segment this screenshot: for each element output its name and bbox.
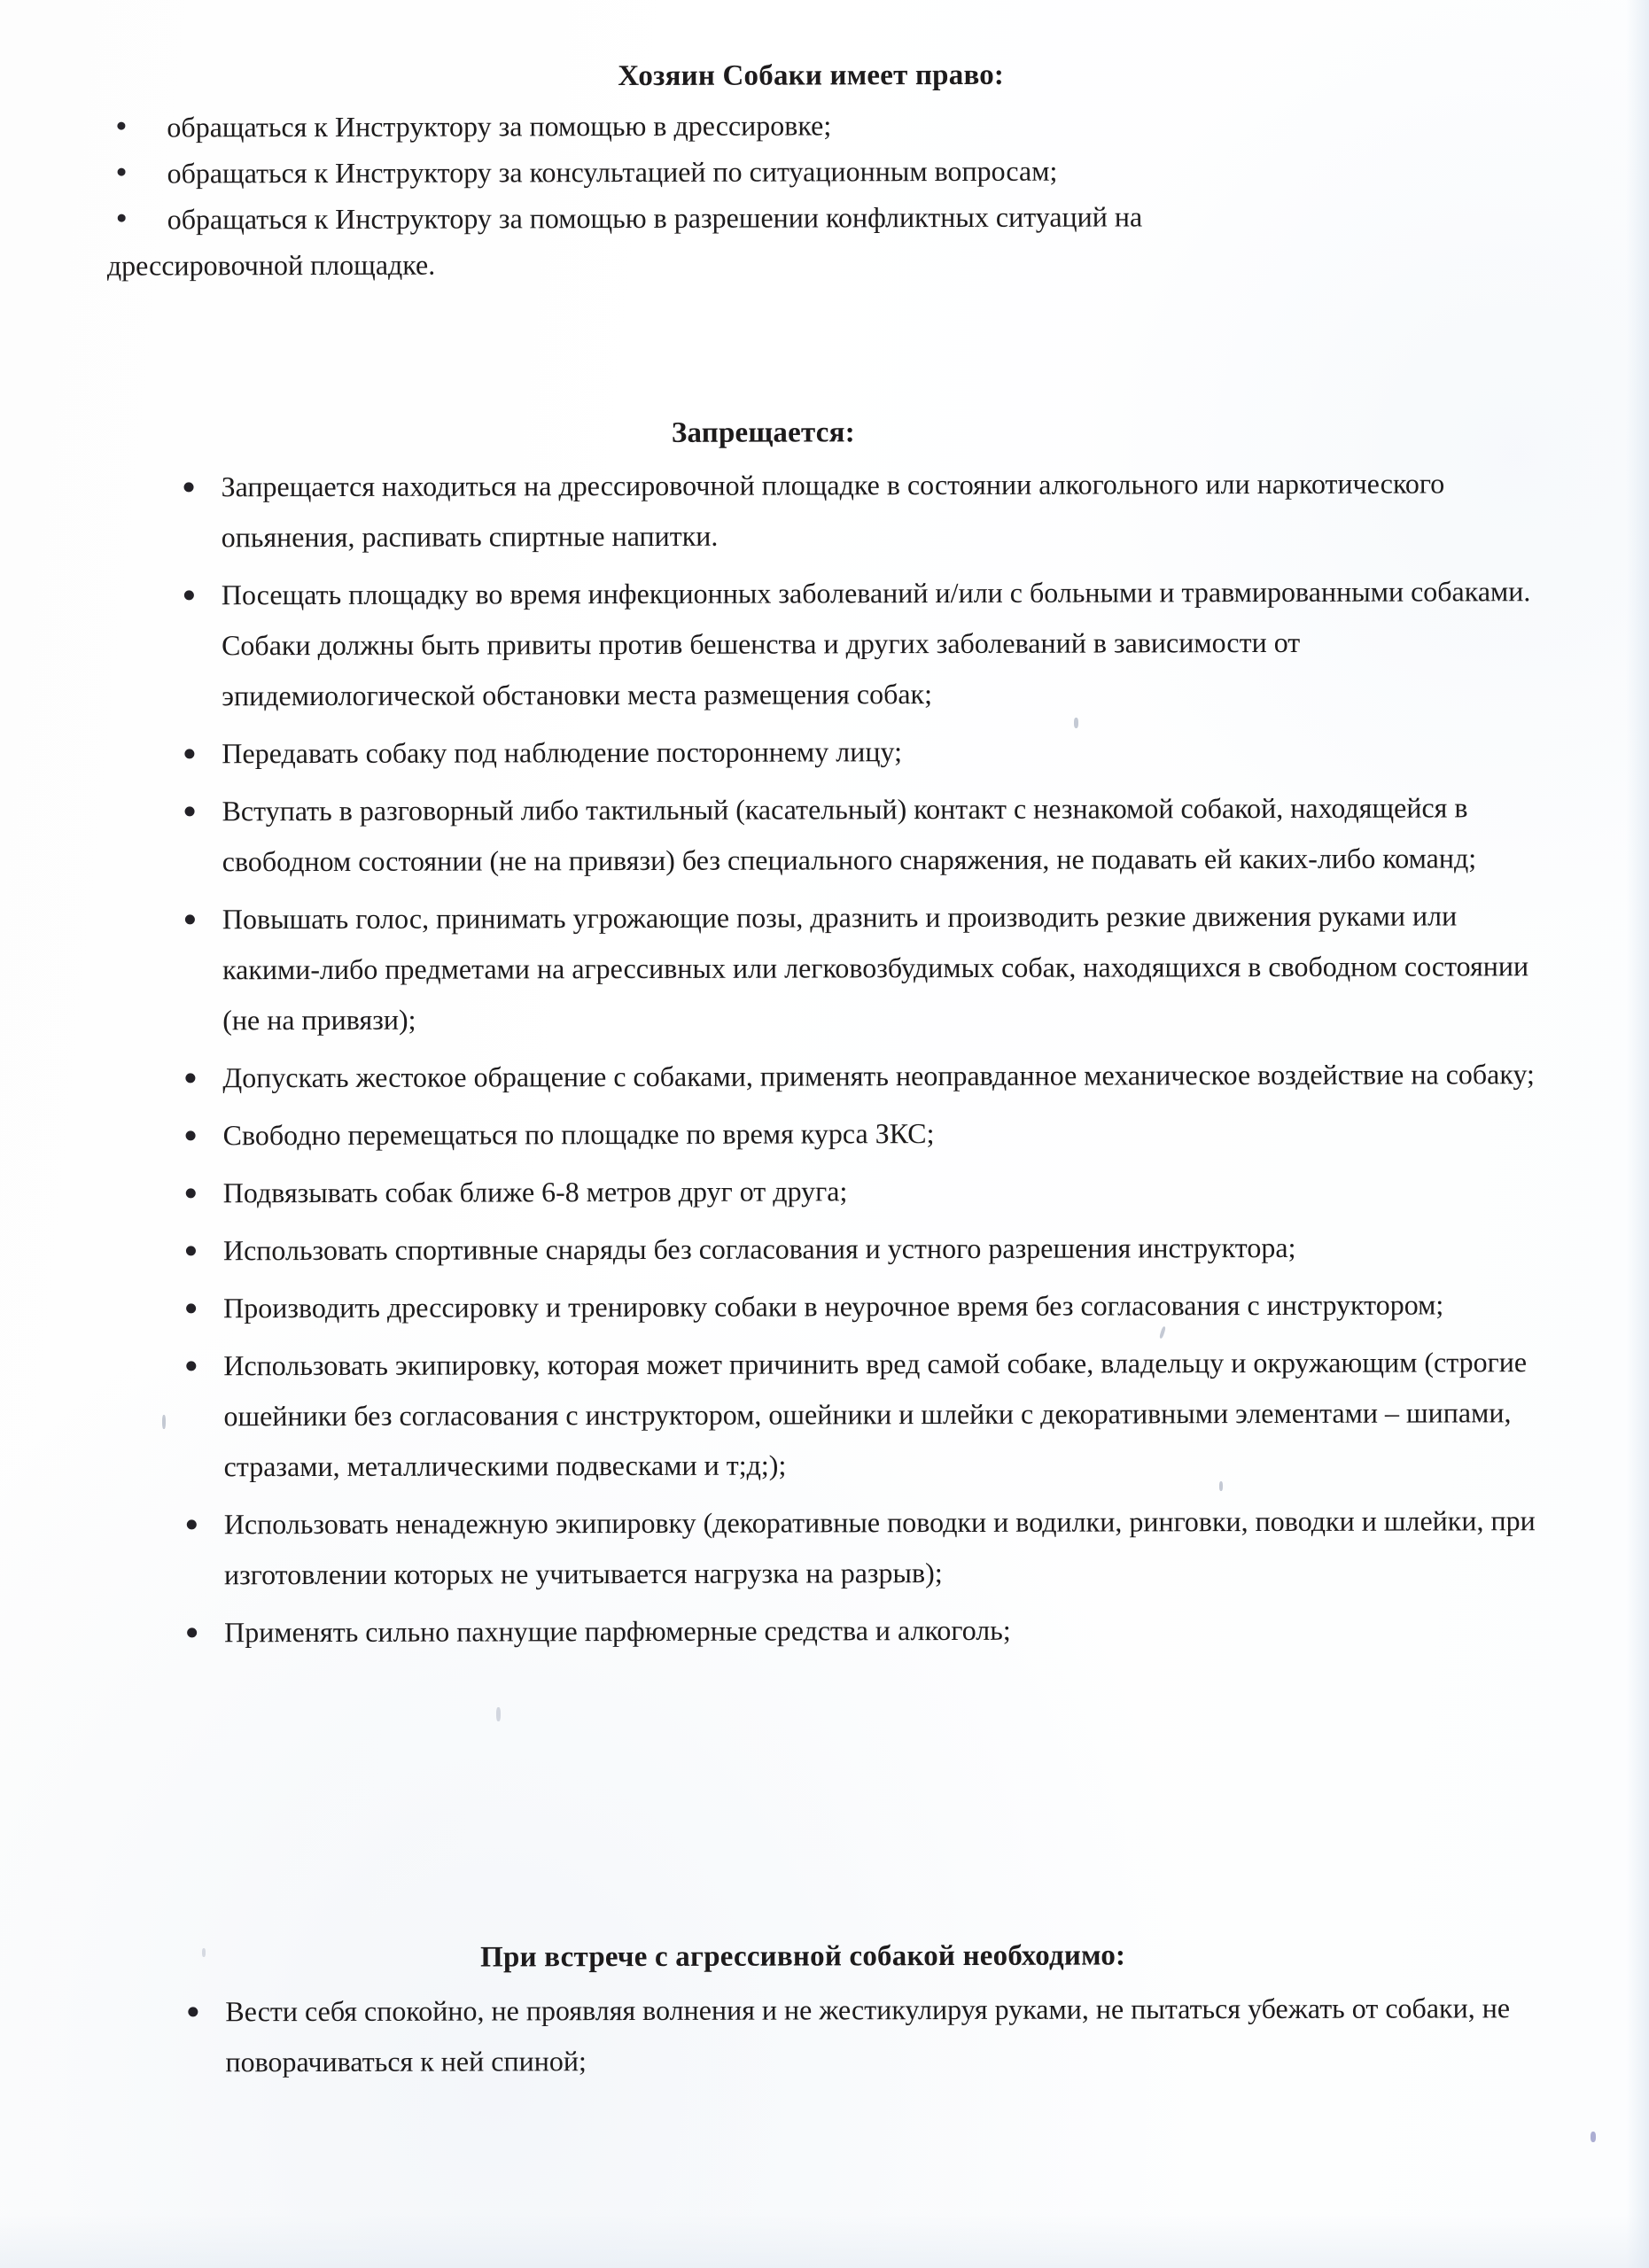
prohibitions-list [107,458,1546,1658]
list-item-text: Вести себя спокойно, не проявляя волнения и не жестикулируя руками, не пытаться убежать от собаки, не поворачиваться к ней спиной; [225,1992,1511,2078]
list-item [106,100,1524,150]
bullet-icon [186,1130,196,1140]
list-item [112,1983,1547,2088]
list-item [109,1049,1544,1104]
bullet-icon [186,1361,196,1371]
prohibitions-section [107,458,1546,1666]
list-item-text: Использовать ненадежную экипировку (декоративные поводки и водилки, ринговки, поводки и шлейки, при изготовлении которых не учитывается нагрузка на разрыв); [223,1504,1536,1591]
list-item-text: Вступать в разговорный либо тактильный (касательный) контакт с незнакомой собакой, находящейся в свободном состоянии (не на привязи) без специального снаряжения, не подавать ей каких-либо команд; [222,791,1477,878]
bullet-icon [186,1188,196,1198]
section-heading-prohibitions-wrapper [107,416,1419,452]
bullet-icon [118,168,126,176]
section-heading-rights: Хозяин Собаки имеет право: [618,58,1005,93]
list-item [108,782,1544,888]
list-item [107,458,1543,563]
list-item [107,192,1525,242]
list-item-text: Посещать площадку во время инфекционных заболеваний и/или с больными и травмированными собаками. Собаки должны быть привиты против бешенства и других заболеваний в зависимости от эпидемиологической обстановки места размещения собак; [221,575,1531,712]
list-item [110,1279,1545,1334]
list-item [111,1604,1546,1658]
list-item [110,1222,1545,1277]
list-item-text: Запрещается находиться на дрессировочной площадке в состоянии алкогольного или наркотического опьянения, распивать спиртные напитки. [221,467,1445,554]
list-item-text: обращаться к Инструктору за помощью в дрессировке; [167,109,832,144]
list-item-text: Использовать спортивные снаряды без согласования и устного разрешения инструктора; [222,1231,1296,1267]
list-item [109,890,1544,1046]
list-item-text: Использовать экипировку, которая может причинить вред самой собаке, владельцу и окружающим (строгие ошейники без согласования с инструктором, ошейники и шлейки с декоративными элементами – шипами, стразами, металлическими подвесками и т;д;); [223,1346,1528,1483]
rights-list [106,100,1524,242]
section-heading-prohibitions: Запрещается: [671,416,855,449]
rights-list-continuation: дрессировочной площадке. [106,248,436,282]
rights-section [106,100,1525,288]
bullet-icon [185,1073,195,1083]
list-item-text: Производить дрессировку и тренировку собаки в неурочное время без согласования с инструктором; [223,1288,1444,1324]
list-item-text: Повышать голос, принимать угрожающие позы, дразнить и производить резкие движения руками или какими-либо предметами на агрессивных или легковозбудимых собак, находящихся в свободном состоянии (не на привязи); [222,899,1529,1037]
aggressive-dog-list [112,1983,1547,2088]
bullet-icon [187,1627,197,1637]
list-item-text: Подвязывать собак ближе 6-8 метров друг от друга; [222,1175,848,1209]
list-item-text: обращаться к Инструктору за помощью в разрешении конфликтных ситуаций на [167,200,1143,236]
bullet-icon [187,1519,197,1529]
bullet-icon [184,749,194,758]
bullet-icon [184,482,194,492]
bullet-icon [185,914,195,924]
list-item [110,1107,1545,1161]
section-heading-aggressive-dog: При встрече с агрессивной собакой необходимо: [480,1939,1126,1974]
bullet-icon [118,214,126,222]
list-item [108,725,1544,780]
bullet-icon [188,2007,198,2016]
list-item-text: Допускать жестокое обращение с собаками, применять неоправданное механическое воздействие на собаку; [222,1058,1535,1094]
section-heading-rights-wrapper [106,58,1515,94]
list-item-text: обращаться к Инструктору за консультацией по ситуационным вопросам; [167,154,1058,190]
list-item-text: Применять сильно пахнущие парфюмерные средства и алкоголь; [224,1613,1011,1649]
aggressive-dog-section [112,1983,1547,2095]
list-item-text: Свободно перемещаться по площадке по время курса ЗКС; [222,1117,935,1152]
bullet-icon [184,590,194,600]
bullet-icon [185,806,195,816]
list-item [111,1495,1546,1601]
bullet-icon [186,1303,196,1313]
list-item [110,1164,1545,1219]
section-heading-aggressive-dog-wrapper [112,1938,1494,1975]
list-item [108,566,1544,722]
bullet-icon [117,122,125,130]
bullet-icon [186,1246,196,1255]
list-item-text: Передавать собаку под наблюдение постороннему лицу; [222,735,902,770]
list-item [106,146,1524,196]
list-item [110,1337,1545,1493]
